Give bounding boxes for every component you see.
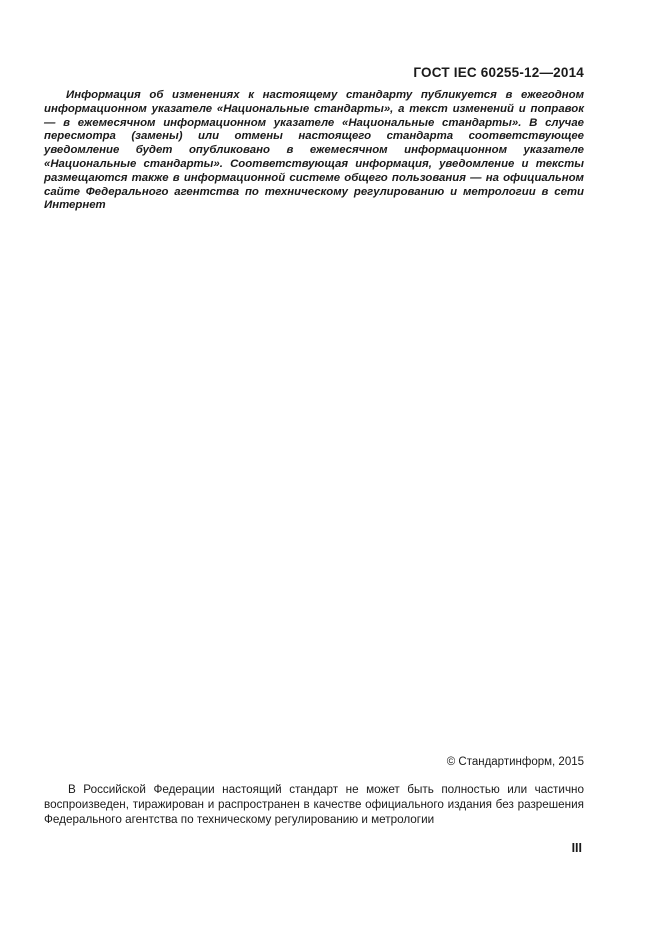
amendment-notice-paragraph: Информация об изменениях к настоящему стандарту публикуется в ежегодном информационном указателе «Национальные стандарты», а текст изменений и поправок — в ежемесячном информационном указателе «Национальные стандарты». В случае пересмотра (замены) или отмены настоящего стандарта соответствующее уведомление будет опубликовано в ежемесячном информационном указателе «Национальные стандарты». Соответствующая информация, уведомление и тексты размещаются также в информационной системе общего пользования — на официальном сайте Федерального агентства по техническому регулированию и метрологии в сети Интернет bbox=[44, 89, 584, 212]
copyright-line: © Стандартинформ, 2015 bbox=[446, 756, 584, 768]
page-number: III bbox=[571, 841, 582, 855]
reproduction-restriction-paragraph: В Российской Федерации настоящий стандарт не может быть полностью или частично воспроизведен, тиражирован и распространен в качестве официального издания без разрешения Федерального агентства по техническому регулированию и метрологии bbox=[44, 783, 584, 826]
standard-code-header: ГОСТ IEC 60255-12—2014 bbox=[413, 65, 584, 80]
